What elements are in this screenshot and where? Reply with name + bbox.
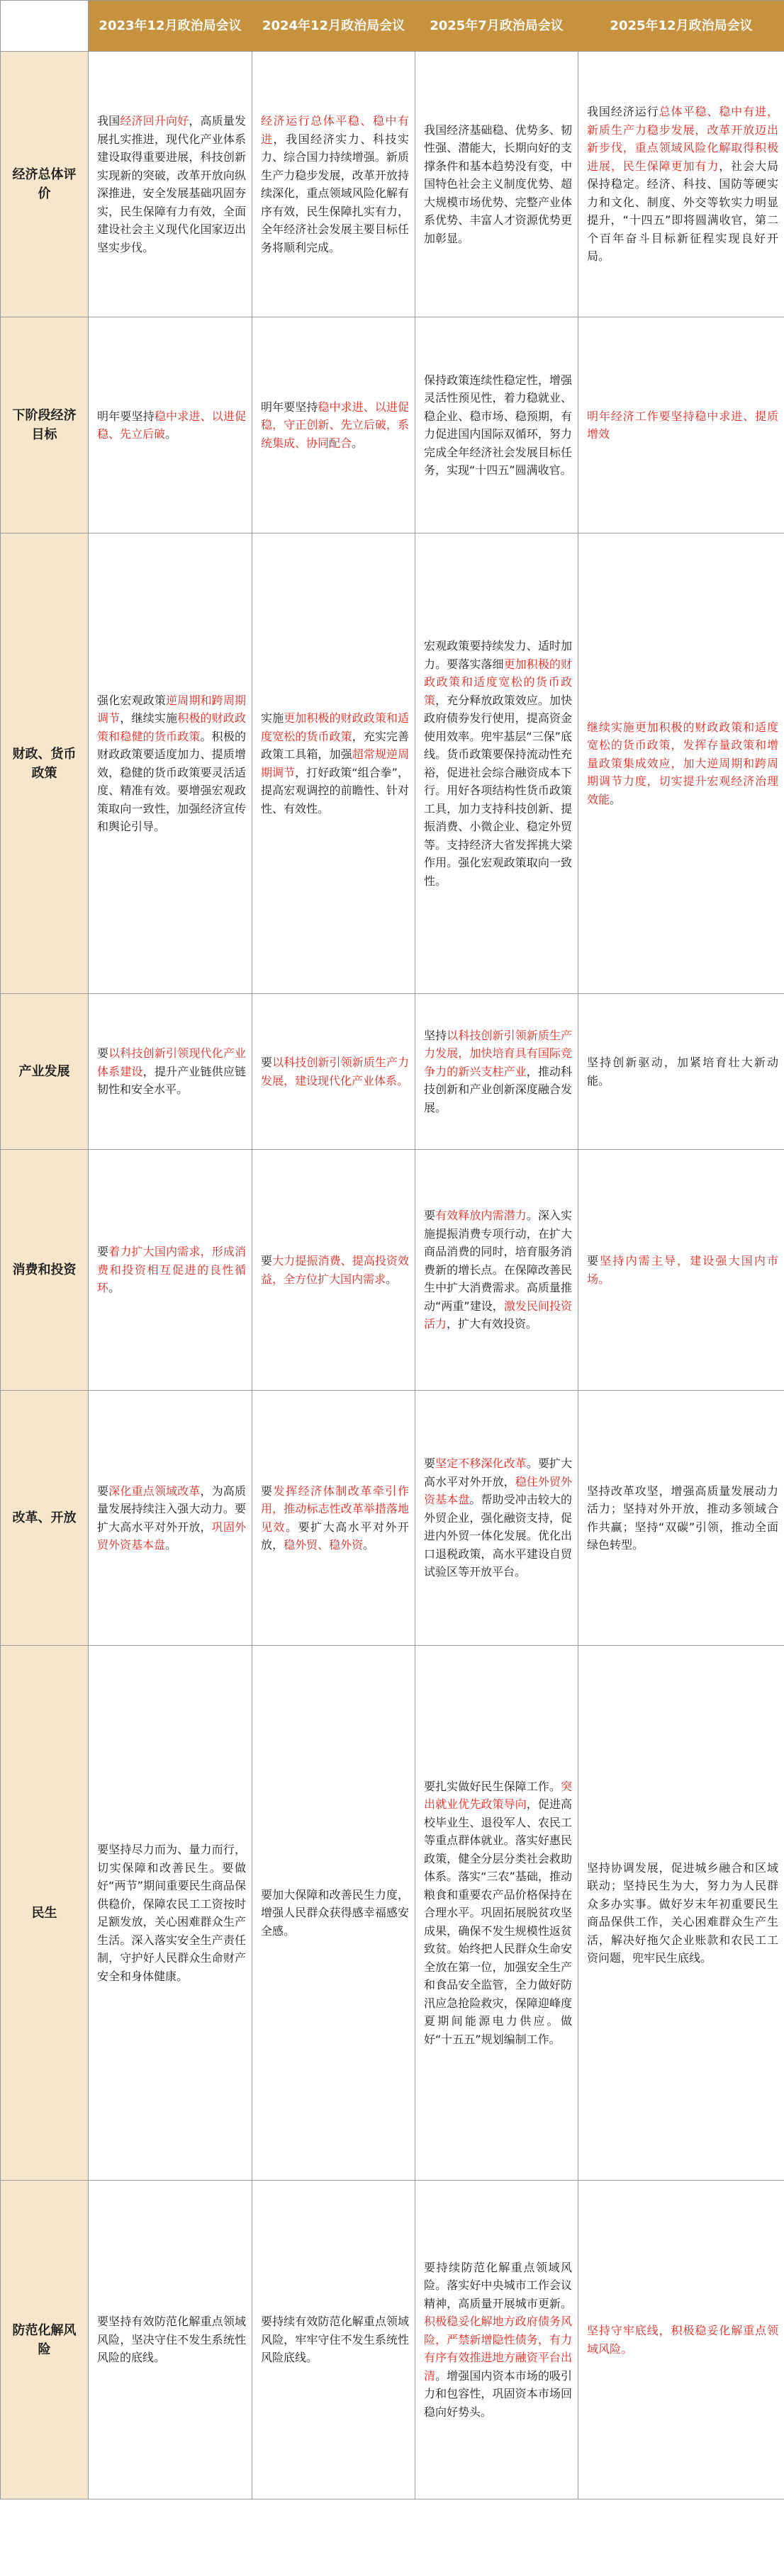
body-text: 。帮助受冲击较大的外贸企业，强化融资支持，促进内外贸一体化发展。优化出口退税政策，高水平建设自贸试验区等开放平台。 [424,1493,572,1579]
body-text: 要 [424,1457,436,1471]
body-text: 。 [363,1538,375,1552]
body-text: 坚持创新驱动，加紧培育壮大新动能。 [587,1056,778,1088]
body-text: 要 [261,1484,274,1498]
body-text: ，充分释放政策效应。加快政府债券发行使用，提高资金使用效率。兜牢基层“三保”底线。货币政策要保持流动性充裕，促进社会综合融资成本下行。用好各项结构性货币政策工具，加力支持科技创新、提振消费、小微企业、稳定外贸等。支持经济大省发挥挑大梁作用。强化宏观政策取向一致性。 [424,693,572,888]
cell-jul-2025 [415,317,578,533]
cell-dec-2024 [252,1391,415,1646]
cell-dec-2023 [89,1646,252,2181]
highlighted-text: 稳外贸、稳外资 [284,1538,364,1552]
highlighted-text: 激发民间投资活力 [424,1299,572,1331]
body-text: 坚持 [424,1028,447,1042]
header-corner [1,1,89,52]
highlighted-text: 逆周期和跨周期调节 [97,693,246,725]
highlighted-text: 有效释放内需潜力 [435,1209,527,1223]
cell-dec-2025 [578,994,784,1150]
cell-jul-2025 [415,533,578,994]
highlighted-text: 继续实施更加积极的财政政策和适度宽松的货币政策，发挥存量政策和增量政策集成效应，加大逆周期和跨周期调节力度，切实提升宏观经济治理效能 [587,720,778,806]
header-dec-2024: 2024年12月政治局会议 [252,1,415,52]
body-text: 要持续有效防范化解重点领域风险，牢牢守住不发生系统性风险底线。 [261,2315,409,2365]
body-text: 要 [261,1254,273,1267]
body-text: 宏观政策要持续发力、适时加力。要落实落细 [424,639,572,671]
body-text: 明年要坚持 [261,400,318,414]
cell-dec-2023 [89,2181,252,2499]
row-topic: 防范化解风险 [1,2181,89,2499]
cell-dec-2024 [252,52,415,317]
header-jul-2025: 2025年7月政治局会议 [415,1,578,52]
cell-dec-2024 [252,1646,415,2181]
body-text: 要扎实做好民生保障工作。 [424,1779,561,1793]
body-text: 。 [165,1538,177,1552]
highlighted-text: 超常规逆周期调节 [261,747,409,779]
body-text: 。 [165,427,177,441]
body-text: 要持续防范化解重点领域风险。落实好中央城市工作会议精神，高质量开展城市更新。 [424,2260,572,2310]
cell-dec-2025 [578,52,784,317]
highlighted-text: 积极稳妥化解地方政府债务风险，严禁新增隐性债务，有力有序有效推进地方融资平台出清 [424,2315,572,2383]
body-text: 要加大保障和改善民生力度，增强人民群众获得感幸福感安全感。 [261,1887,409,1938]
row-risk-prevention [1,2181,784,2499]
cell-dec-2023 [89,317,252,533]
highlighted-text: 总体平稳、稳中有进，新质生产力稳步发展，改革开放迈出新步伐，重点领域风险化解取得积极进展，民生保障更加有力 [587,105,778,173]
highlighted-text: 巩固外贸外资基本盘 [97,1520,246,1552]
cell-dec-2025 [578,1150,784,1391]
row-economic-overview [1,52,784,317]
row-next-stage-goals [1,317,784,533]
body-text: 要 [424,1209,436,1223]
cell-dec-2023 [89,533,252,994]
row-topic: 经济总体评价 [1,52,89,317]
body-text: 。 [108,1281,121,1295]
cell-jul-2025 [415,1646,578,2181]
row-topic: 改革、开放 [1,1391,89,1646]
highlighted-text: 稳中求进、以进促稳，守正创新、先立后破，系统集成、协同配合 [261,400,409,450]
highlighted-text: 更加积极的财政政策和适度宽松的货币政策 [424,657,572,707]
cell-jul-2025 [415,52,578,317]
row-industry [1,994,784,1150]
body-text: 要坚持尽力而为、量力而行，切实保障和改善民生。要做好“两节”期间重要民生商品保供稳价，保障农民工工资按时足额发放，关心困难群众生产生活。深入落实安全生产责任制，守护好人民群众生命财产安全和身体健康。 [97,1843,246,1983]
highlighted-text: 坚持守牢底线，积极稳妥化解重点领域风险。 [587,2324,778,2356]
row-topic: 民生 [1,1646,89,2181]
body-text: 要 [261,1056,273,1069]
cell-dec-2025 [578,317,784,533]
header-row [1,1,784,52]
highlighted-text: 坚定不移深化改革 [435,1457,527,1471]
cell-dec-2023 [89,994,252,1150]
body-text: ，促进高校毕业生、退役军人、农民工等重点群体就业。落实好惠民政策，健全分层分类社会救助体系。落实“三农”基础，推动粮食和重要农产品价格保持在合理水平。巩固拓展脱贫攻坚成果，确保不发生规模性返贫致贫。始终把人民群众生命安全放在第一位，加强安全生产和食品安全监管，全力做好防汛应急抢险救灾，保障迎峰度夏期间能源电力供应。做好“十五五”规划编制工作。 [424,1797,572,2046]
body-text: 我国 [97,114,121,128]
cell-dec-2024 [252,317,415,533]
body-text: 。增强国内资本市场的吸引力和包容性，巩固资本市场回稳向好势头。 [424,2368,572,2419]
body-text: ，打好政策“组合拳”，提高宏观调控的前瞻性、针对性、有效性。 [261,765,409,815]
cell-jul-2025 [415,994,578,1150]
body-text: 。积极的财政政策要适度加力、提质增效，稳健的货币政策要灵活适度、精准有效。要增强宏观政策取向一致性，加强经济宣传和舆论引导。 [97,729,246,833]
body-text: 我国经济基础稳、优势多、韧性强、潜能大，长期向好的支撑条件和基本趋势没有变，中国特色社会主义制度优势、超大规模市场优势、完整产业体系优势、丰富人才资源优势更加彰显。 [424,123,572,245]
body-text: 强化宏观政策 [97,693,166,707]
body-text: 。 [610,792,622,806]
body-text: ，为高质量发展持续注入强大动力。要扩大高水平对外开放， [97,1484,246,1534]
cell-jul-2025 [415,1391,578,1646]
highlighted-text: 积极的财政政策和稳健的货币政策 [97,711,246,743]
highlighted-text: 经济回升向好 [120,114,189,128]
cell-jul-2025 [415,1150,578,1391]
body-text: ，扩大有效投资。 [447,1317,538,1331]
body-text: 明年要坚持 [97,409,155,423]
cell-dec-2024 [252,2181,415,2499]
body-text: ，充实完善政策工具箱，加强 [261,729,409,761]
highlighted-text: 稳中求进、以进促稳、先立后破 [97,409,246,441]
highlighted-text: 以科技创新引领新质生产力发展，加快培育具有国际竞争力的新兴支柱产业 [424,1028,572,1078]
highlighted-text: 深化重点领域改革 [108,1484,201,1498]
highlighted-text: 以科技创新引领新质生产力发展，建设现代化产业体系。 [261,1056,409,1088]
row-consumption-investment [1,1150,784,1391]
cell-dec-2025 [578,1646,784,2181]
body-text: 。 [352,436,364,450]
highlighted-text: 发挥经济体制改革牵引作用，推动标志性改革举措落地见效 [261,1484,409,1534]
body-text: 要 [97,1245,109,1259]
header-dec-2023: 2023年12月政治局会议 [89,1,252,52]
body-text: 要坚持有效防范化解重点领域风险，坚决守住不发生系统性风险的底线。 [97,2315,246,2365]
row-livelihood [1,1646,784,2181]
highlighted-text: 明年经济工作要坚持稳中求进、提质增效 [587,409,778,441]
body-text: 坚持协调发展，促进城乡融合和区域联动；坚持民生为大，努力为人民群众多办实事。做好岁末年初重要民生商品保供工作，关心困难群众生产生活，解决好拖欠企业账款和农民工工资问题，兜牢民生底线。 [587,1860,778,1965]
cell-dec-2025 [578,1391,784,1646]
cell-dec-2023 [89,52,252,317]
highlighted-text: 稳住外贸外资基本盘 [424,1474,572,1507]
row-reform-opening [1,1391,784,1646]
header-dec-2025: 2025年12月政治局会议 [578,1,784,52]
body-text: 保持政策连续性稳定性，增强灵活性预见性，着力稳就业、稳企业、稳市场、稳预期，有力促进国内国际双循环，努力完成全年经济社会发展目标任务，实现“十四五”圆满收官。 [424,373,572,477]
body-text: 要 [587,1254,600,1267]
row-topic: 财政、货币政策 [1,533,89,994]
body-text: ，提升产业链供应链韧性和安全水平。 [97,1064,246,1097]
body-text: ，继续实施 [120,711,178,725]
highlighted-text: 坚持内需主导，建设强大国内市场。 [587,1254,778,1286]
cell-dec-2025 [578,533,784,994]
body-text: ，我国经济实力、科技实力、综合国力持续增强。新质生产力稳步发展，改革开放持续深化，重点领域风险化解有序有效，民生保障扎实有力，全年经济社会发展主要目标任务将顺利完成。 [261,132,409,254]
body-text: ，社会大局保持稳定。经济、科技、国防等硬实力和文化、制度、外交等软实力明显提升，“十四五”即将圆满收官，第二个百年奋斗目标新征程实现良好开局。 [587,159,778,264]
row-topic: 产业发展 [1,994,89,1150]
highlighted-text: 更加积极的财政政策和适度宽松的货币政策 [261,711,409,743]
body-text: 。 [386,1272,398,1286]
row-topic: 消费和投资 [1,1150,89,1391]
cell-dec-2023 [89,1150,252,1391]
body-text: 。要扩大高水平对外开放， [424,1457,572,1488]
highlighted-text: 经济运行总体平稳、稳中有进 [261,114,409,146]
body-text: 。深入实施提振消费专项行动，在扩大商品消费的同时，培育服务消费新的增长点。在保障改善民生中扩大消费需求。高质量推动“两重”建设， [424,1209,572,1313]
cell-jul-2025 [415,2181,578,2499]
cell-dec-2025 [578,2181,784,2499]
highlighted-text: 着力扩大国内需求，形成消费和投资相互促进的良性循环 [97,1245,246,1295]
body-text: 实施 [261,711,284,725]
cell-dec-2024 [252,533,415,994]
highlighted-text: 以科技创新引领现代化产业体系建设 [97,1046,246,1078]
body-text: 要 [97,1484,109,1498]
body-text: 我国经济运行 [587,105,659,119]
highlighted-text: 大力提振消费、提高投资效益，全方位扩大国内需求 [261,1254,409,1286]
row-topic: 下阶段经济目标 [1,317,89,533]
body-text: 要 [97,1046,109,1061]
highlighted-text: 突出就业优先政策导向 [424,1779,572,1812]
cell-dec-2023 [89,1391,252,1646]
row-fiscal-monetary [1,533,784,994]
cell-dec-2024 [252,994,415,1150]
body-text: ，高质量发展扎实推进，现代化产业体系建设取得重要进展，科技创新实现新的突破，改革开放向纵深推进，安全发展基础巩固夯实，民生保障有力有效，全面建设社会主义现代化国家迈出坚实步伐。 [97,114,246,254]
body-text: 。要扩大高水平对外开放， [261,1520,409,1552]
body-text: 坚持改革攻坚，增强高质量发展动力活力；坚持对外开放，推动多领域合作共赢；坚持“双碳”引领，推动全面绿色转型。 [587,1484,778,1552]
cell-dec-2024 [252,1150,415,1391]
body-text: ，推动科技创新和产业创新深度融合发展。 [424,1064,572,1114]
